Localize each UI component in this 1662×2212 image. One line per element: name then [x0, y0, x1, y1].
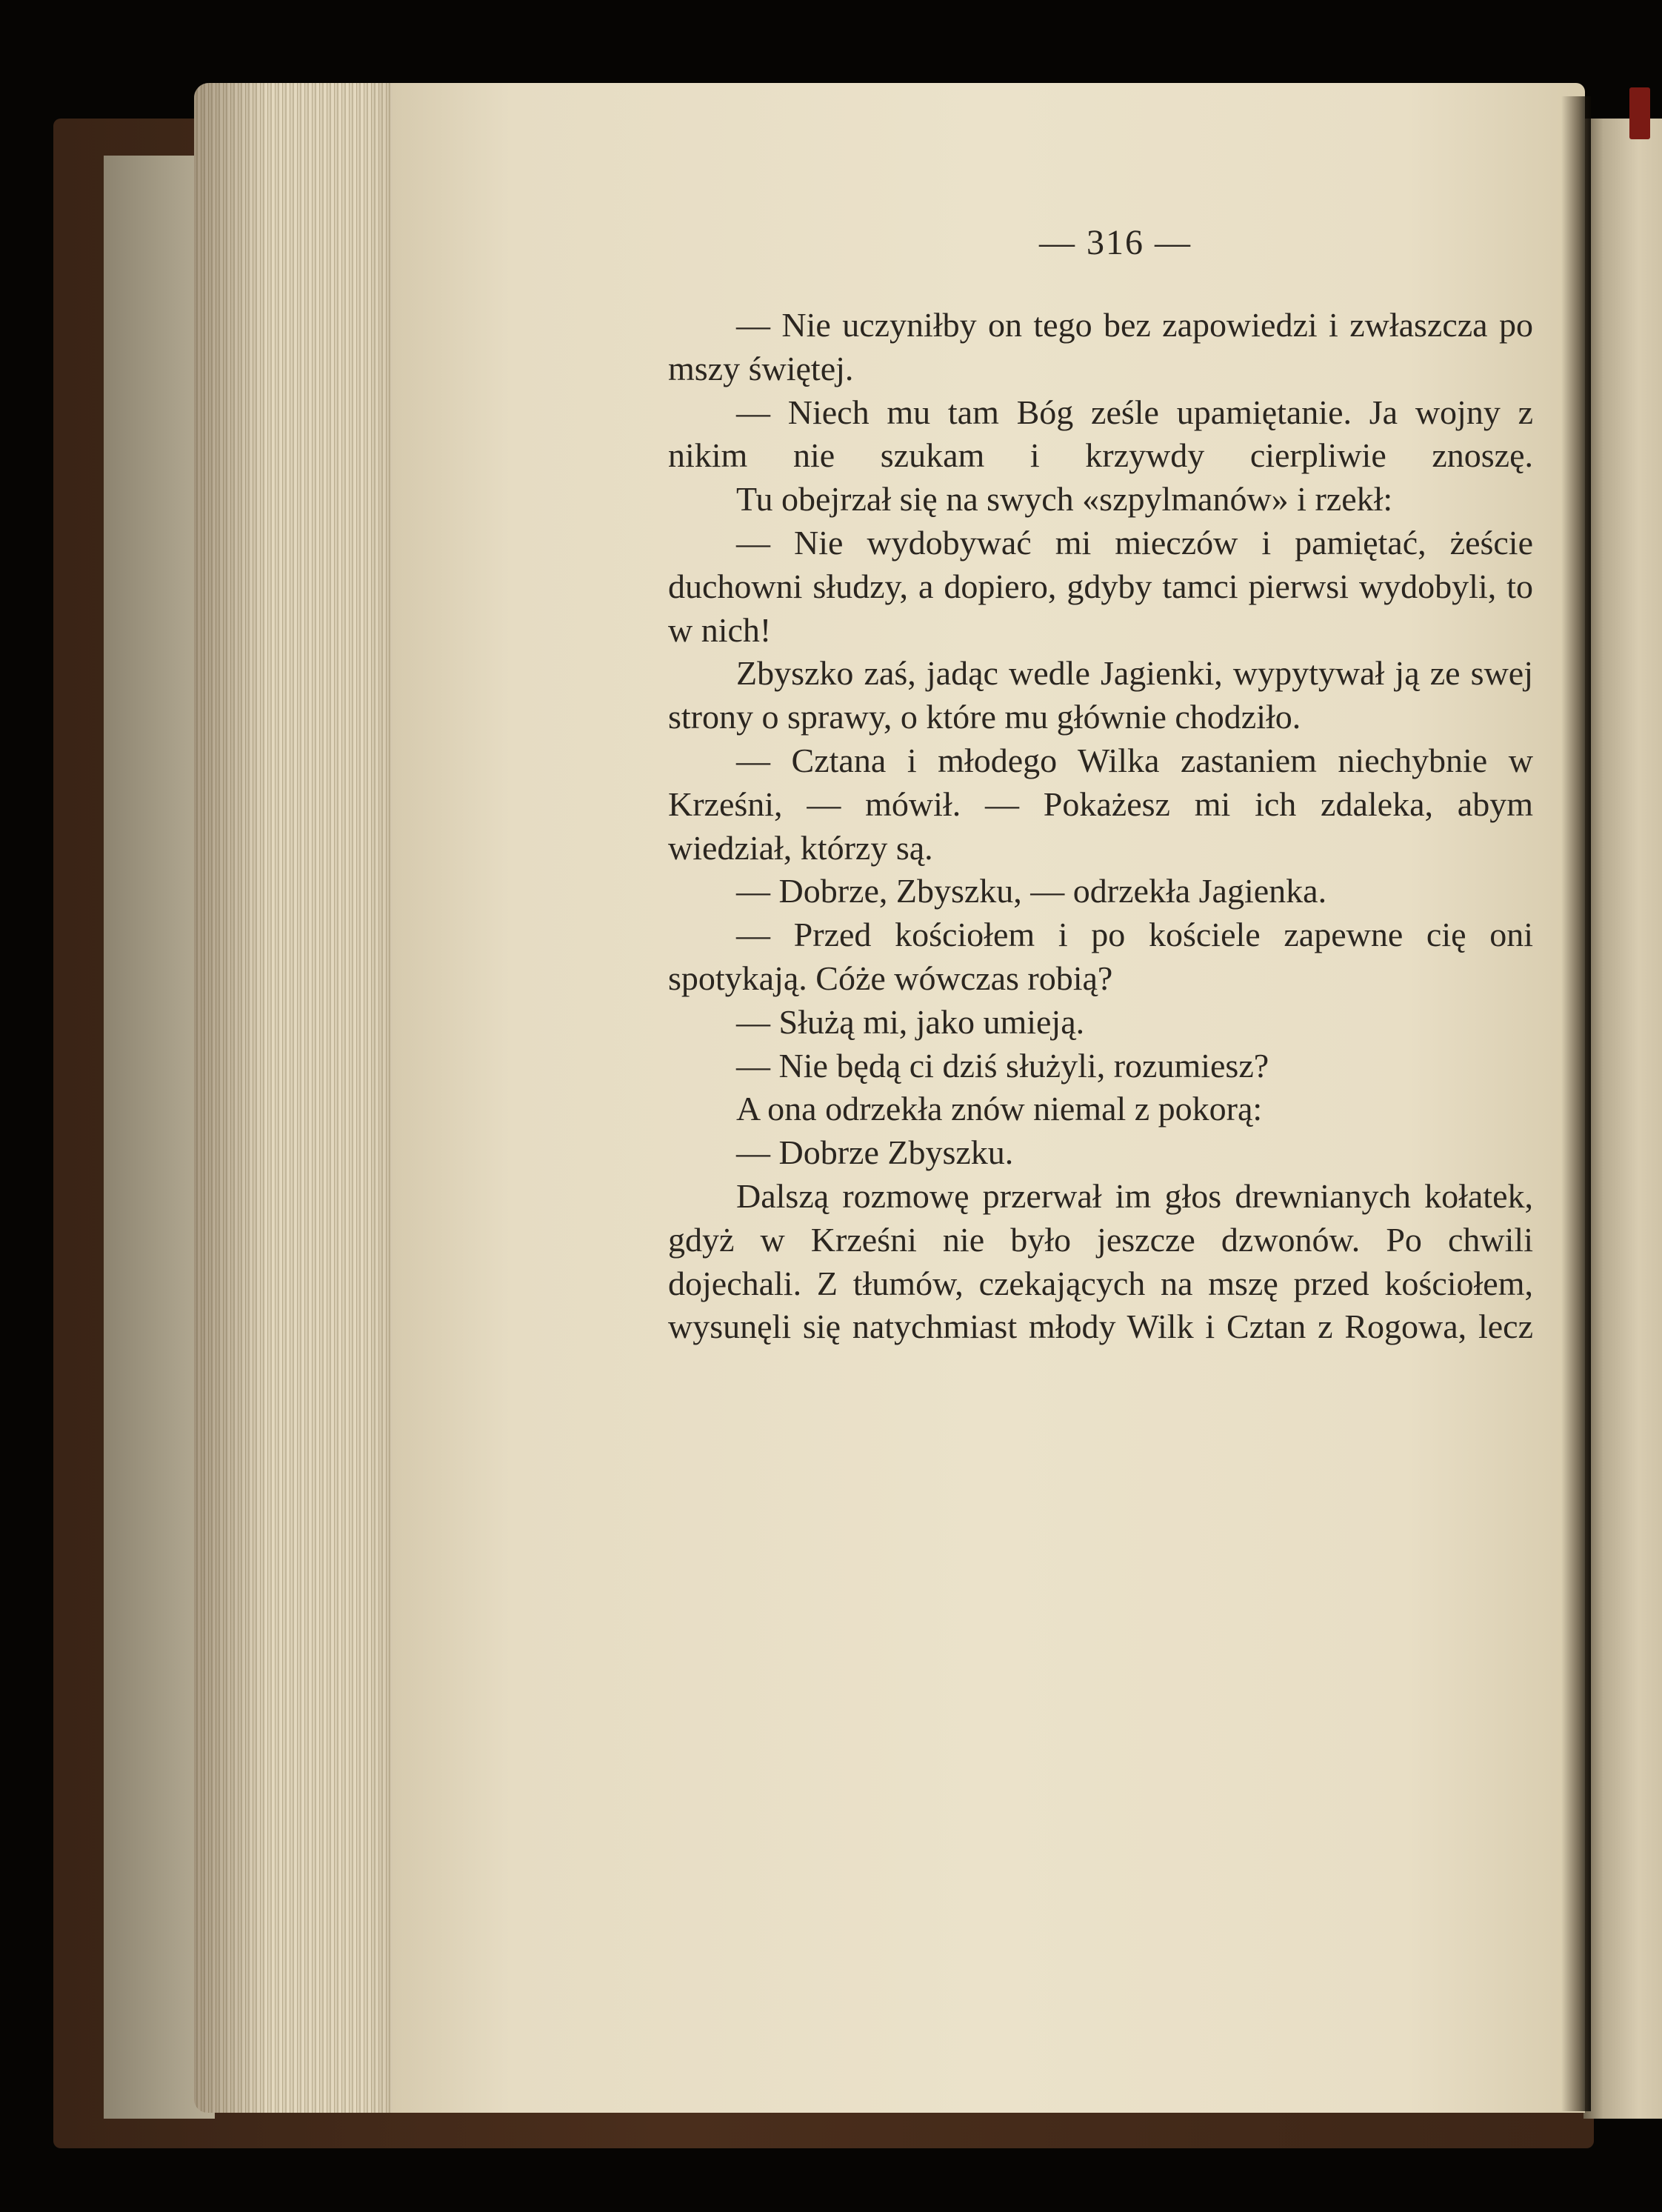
page-text [668, 221, 1533, 1349]
paragraph: — Przed kościołem i po kościele zapewne cię oni spotykają. Cóże wówczas robią? [668, 916, 1533, 997]
paragraph: — Dobrze, Zbyszku, — odrzekła Jagienka. [736, 872, 1327, 910]
page-edges-shadow [194, 83, 409, 2113]
paragraph: Dalszą rozmowę przerwał im głos drewnianych kołatek, gdyż w Krześni nie było jeszcze dzwonów. Po chwili dojechali. Z tłumów, czekających na mszę przed kościołem, wysunęli się natychmiast młody Wilk i Cztan z Rogowa, lecz [668, 1176, 1533, 1346]
facing-page-edge [1583, 119, 1662, 2119]
page-gutter-shadow [1561, 96, 1591, 2111]
paragraph: Zbyszko zaś, jadąc wedle Jagienki, wypytywał ją ze swej strony o sprawy, o które mu głównie chodziło. [668, 654, 1533, 736]
paragraph: — Nie wydobywać mi mieczów i pamiętać, żeście duchowni słudzy, a dopiero, gdyby tamci pierwsi wydobyli, to w nich! [668, 523, 1533, 649]
paragraph: — Niech mu tam Bóg ześle upamiętanie. Ja wojny z nikim nie szukam i krzywdy cierpliwie znoszę. [668, 393, 1533, 475]
paragraph: — Dobrze Zbyszku. [736, 1133, 1014, 1172]
paragraph: — Nie będą ci dziś służyli, rozumiesz? [736, 1046, 1269, 1085]
paragraph: — Nie uczyniłby on tego bez zapowiedzi i zwłaszcza po mszy świętej. [668, 306, 1533, 387]
paragraph: A ona odrzekła znów niemal z pokorą: [736, 1090, 1263, 1128]
page-number: — 316 — [1039, 223, 1192, 262]
paragraph: — Służą mi, jako umieją. [736, 1002, 1085, 1041]
bookmark-ribbon [1629, 87, 1650, 139]
paragraph: — Cztana i młodego Wilka zastaniem niechybnie w Krześni, — mówił. — Pokażesz mi ich zdaleka, abym wiedział, którzy są. [668, 741, 1533, 867]
paragraph: Tu obejrzał się na swych «szpylmanów» i rzekł: [736, 480, 1393, 519]
